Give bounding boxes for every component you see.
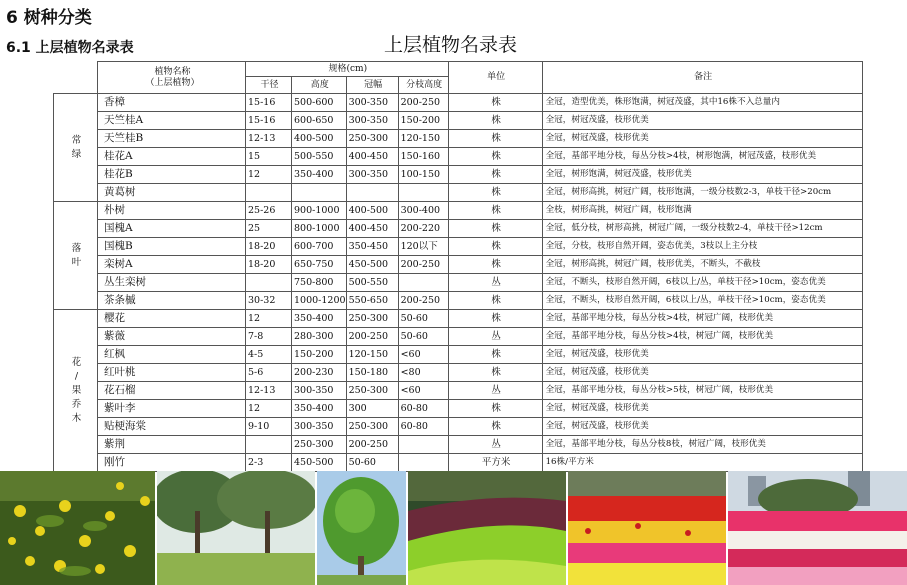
plant-name: 天竺桂A bbox=[98, 112, 246, 130]
branch-height-cell: <60 bbox=[398, 382, 448, 400]
note-cell: 16株/平方米 bbox=[542, 454, 862, 472]
crown-cell: 450-500 bbox=[346, 256, 398, 274]
table-row bbox=[54, 292, 863, 310]
table-row bbox=[54, 202, 863, 220]
branch-height-cell bbox=[398, 454, 448, 472]
unit-cell: 株 bbox=[448, 202, 542, 220]
height-cell: 300-350 bbox=[292, 418, 347, 436]
branch-height-cell: 100-150 bbox=[398, 166, 448, 184]
crown-cell: 400-500 bbox=[346, 202, 398, 220]
diameter-cell: 25 bbox=[246, 220, 292, 238]
note-cell: 全冠，低分枝，树形高挑，树冠广阔，一级分枝数2-4，单枝干径>12cm bbox=[542, 220, 862, 238]
diameter-cell: 18-20 bbox=[246, 256, 292, 274]
height-cell: 280-300 bbox=[292, 328, 347, 346]
diameter-cell: 4-5 bbox=[246, 346, 292, 364]
diameter-cell bbox=[246, 184, 292, 202]
height-cell: 800-1000 bbox=[292, 220, 347, 238]
branch-height-cell: 60-80 bbox=[398, 418, 448, 436]
note-cell: 全冠，不断头，枝形自然开阔，6枝以上/丛，单枝干径>10cm，姿态优美 bbox=[542, 274, 862, 292]
header-unit: 单位 bbox=[448, 62, 542, 94]
crown-cell: 150-180 bbox=[346, 364, 398, 382]
plant-name: 刚竹 bbox=[98, 454, 246, 472]
unit-cell: 株 bbox=[448, 184, 542, 202]
crown-cell: 300-350 bbox=[346, 112, 398, 130]
table-row bbox=[54, 418, 863, 436]
branch-height-cell: 50-60 bbox=[398, 310, 448, 328]
crown-cell: 250-300 bbox=[346, 382, 398, 400]
height-cell: 350-400 bbox=[292, 400, 347, 418]
header-row bbox=[54, 62, 863, 77]
note-cell: 全冠，分枝，枝形自然开阔，姿态优美，3枝以上主分枝 bbox=[542, 238, 862, 256]
group-label-char: 常 bbox=[71, 134, 82, 146]
branch-height-cell bbox=[398, 184, 448, 202]
branch-height-cell: 60-80 bbox=[398, 400, 448, 418]
branch-height-cell bbox=[398, 436, 448, 454]
crown-cell: 300 bbox=[346, 400, 398, 418]
branch-height-cell: 150-160 bbox=[398, 148, 448, 166]
branch-height-cell: 200-220 bbox=[398, 220, 448, 238]
height-cell: 1000-1200 bbox=[292, 292, 347, 310]
unit-cell: 株 bbox=[448, 130, 542, 148]
crown-cell: 120-150 bbox=[346, 346, 398, 364]
diameter-cell: 12 bbox=[246, 400, 292, 418]
note-cell: 全冠，树冠茂盛，枝形优美 bbox=[542, 346, 862, 364]
unit-cell: 株 bbox=[448, 256, 542, 274]
table-row bbox=[54, 436, 863, 454]
branch-height-cell: 120以下 bbox=[398, 238, 448, 256]
table-row bbox=[54, 274, 863, 292]
height-cell: 300-350 bbox=[292, 382, 347, 400]
diameter-cell: 7-8 bbox=[246, 328, 292, 346]
crown-cell: 250-300 bbox=[346, 130, 398, 148]
branch-height-cell bbox=[398, 274, 448, 292]
note-cell: 全冠，基部平地分枝，每丛分枝>5枝，树冠广阔，枝形优美 bbox=[542, 382, 862, 400]
table-row bbox=[54, 184, 863, 202]
note-cell: 全冠，基部平地分枝，每丛分枝>4枝，树冠广阔，枝形优美 bbox=[542, 310, 862, 328]
group-label-char: 乔 bbox=[71, 398, 82, 410]
height-cell: 350-400 bbox=[292, 166, 347, 184]
plant-name: 红枫 bbox=[98, 346, 246, 364]
crown-cell: 400-450 bbox=[346, 148, 398, 166]
group-label bbox=[54, 310, 98, 472]
note-cell: 全冠，树冠茂盛，枝形优美 bbox=[542, 130, 862, 148]
unit-cell: 株 bbox=[448, 166, 542, 184]
unit-cell: 株 bbox=[448, 148, 542, 166]
group-label-char: 果 bbox=[71, 384, 82, 396]
plant-name: 国槐A bbox=[98, 220, 246, 238]
header-name: 植物名称 bbox=[154, 66, 191, 77]
group-label-char: / bbox=[74, 370, 79, 382]
unit-cell: 丛 bbox=[448, 382, 542, 400]
unit-cell: 株 bbox=[448, 400, 542, 418]
diameter-cell bbox=[246, 274, 292, 292]
plant-name: 贴梗海棠 bbox=[98, 418, 246, 436]
note-cell: 全冠，基部平地分枝，每丛分枝8枝，树冠广阔，枝形优美 bbox=[542, 436, 862, 454]
crown-cell: 50-60 bbox=[346, 454, 398, 472]
crown-cell: 300-350 bbox=[346, 94, 398, 112]
plant-name: 桂花A bbox=[98, 148, 246, 166]
diameter-cell: 18-20 bbox=[246, 238, 292, 256]
crown-cell: 350-450 bbox=[346, 238, 398, 256]
table-row bbox=[54, 346, 863, 364]
plant-name: 栾树A bbox=[98, 256, 246, 274]
photo-park-trees bbox=[157, 471, 315, 585]
crown-cell: 300-350 bbox=[346, 166, 398, 184]
plant-name: 香樟 bbox=[98, 94, 246, 112]
diameter-cell: 12 bbox=[246, 166, 292, 184]
plant-name: 国槐B bbox=[98, 238, 246, 256]
table-row bbox=[54, 364, 863, 382]
crown-cell: 250-300 bbox=[346, 310, 398, 328]
note-cell: 全枝，树形高挑，树冠广阔，枝形饱满 bbox=[542, 202, 862, 220]
branch-height-cell: 300-400 bbox=[398, 202, 448, 220]
height-cell: 350-400 bbox=[292, 310, 347, 328]
height-cell: 900-1000 bbox=[292, 202, 347, 220]
height-cell: 500-550 bbox=[292, 148, 347, 166]
group-label-char: 花 bbox=[71, 356, 82, 368]
note-cell: 全冠，基部平地分枝，每丛分枝>4枝，树形饱满，树冠茂盛，枝形优美 bbox=[542, 148, 862, 166]
unit-cell: 株 bbox=[448, 220, 542, 238]
unit-cell: 株 bbox=[448, 238, 542, 256]
diameter-cell: 12 bbox=[246, 310, 292, 328]
branch-height-cell: 200-250 bbox=[398, 292, 448, 310]
unit-cell: 株 bbox=[448, 94, 542, 112]
diameter-cell: 9-10 bbox=[246, 418, 292, 436]
plant-name: 樱花 bbox=[98, 310, 246, 328]
header-branch: 分枝高度 bbox=[398, 77, 448, 94]
note-cell: 全冠，不断头，枝形自然开阔，6枝以上/丛，单枝干径>10cm，姿态优美 bbox=[542, 292, 862, 310]
header-crown: 冠幅 bbox=[346, 77, 398, 94]
height-cell: 650-750 bbox=[292, 256, 347, 274]
branch-height-cell: <80 bbox=[398, 364, 448, 382]
group-label-char: 木 bbox=[71, 412, 82, 424]
note-cell: 全冠，树形高挑，树冠广阔，枝形优美，不断头，不截枝 bbox=[542, 256, 862, 274]
header-name-sub: （上层植物） bbox=[145, 77, 200, 88]
table-row bbox=[54, 400, 863, 418]
note-cell: 全冠，基部平地分枝，每丛分枝>4枝，树冠广阔，枝形优美 bbox=[542, 328, 862, 346]
unit-cell: 株 bbox=[448, 346, 542, 364]
unit-cell: 丛 bbox=[448, 328, 542, 346]
crown-cell: 250-300 bbox=[346, 418, 398, 436]
unit-cell: 丛 bbox=[448, 274, 542, 292]
height-cell: 450-500 bbox=[292, 454, 347, 472]
note-cell: 全冠，树形高挑，树冠广阔，枝形饱满，一级分枝数2-3，单枝干径>20cm bbox=[542, 184, 862, 202]
note-cell: 全冠，树冠茂盛，枝形优美 bbox=[542, 400, 862, 418]
header-spec: 规格(cm) bbox=[246, 62, 449, 77]
plant-name: 天竺桂B bbox=[98, 130, 246, 148]
group-label-char: 落 bbox=[71, 242, 82, 254]
height-cell: 150-200 bbox=[292, 346, 347, 364]
table-row bbox=[54, 94, 863, 112]
table-row bbox=[54, 328, 863, 346]
note-cell: 全冠，造型优美，株形饱满，树冠茂盛，其中16株不入总量内 bbox=[542, 94, 862, 112]
height-cell: 400-500 bbox=[292, 130, 347, 148]
diameter-cell: 15-16 bbox=[246, 112, 292, 130]
branch-height-cell: 120-150 bbox=[398, 130, 448, 148]
plant-name: 桂花B bbox=[98, 166, 246, 184]
note-cell: 全冠，树冠茂盛，枝形优美 bbox=[542, 418, 862, 436]
unit-cell: 丛 bbox=[448, 436, 542, 454]
unit-cell: 株 bbox=[448, 310, 542, 328]
photo-tulips-red bbox=[568, 471, 726, 585]
branch-height-cell: <60 bbox=[398, 346, 448, 364]
group-label bbox=[54, 202, 98, 310]
height-cell bbox=[292, 184, 347, 202]
plant-name: 紫薇 bbox=[98, 328, 246, 346]
table-row bbox=[54, 454, 863, 472]
table-title: 上层植物名录表 bbox=[384, 34, 518, 56]
diameter-cell: 15 bbox=[246, 148, 292, 166]
table-row bbox=[54, 166, 863, 184]
crown-cell: 550-650 bbox=[346, 292, 398, 310]
table-row bbox=[54, 130, 863, 148]
crown-cell: 200-250 bbox=[346, 328, 398, 346]
diameter-cell: 30-32 bbox=[246, 292, 292, 310]
group-label bbox=[54, 94, 98, 202]
photo-single-tree bbox=[317, 471, 406, 585]
plant-name: 花石榴 bbox=[98, 382, 246, 400]
diameter-cell: 5-6 bbox=[246, 364, 292, 382]
photo-tulips-pink bbox=[728, 471, 907, 585]
header-name-cell bbox=[98, 62, 246, 94]
unit-cell: 株 bbox=[448, 112, 542, 130]
height-cell: 500-600 bbox=[292, 94, 347, 112]
diameter-cell bbox=[246, 436, 292, 454]
height-cell: 600-700 bbox=[292, 238, 347, 256]
crown-cell: 400-450 bbox=[346, 220, 398, 238]
header-height: 高度 bbox=[292, 77, 347, 94]
plant-list-table bbox=[53, 61, 863, 472]
photo-strip bbox=[0, 471, 907, 585]
subsection-heading: 6.1 上层植物名录表 bbox=[6, 40, 134, 56]
table-row bbox=[54, 220, 863, 238]
plant-name: 红叶桃 bbox=[98, 364, 246, 382]
photo-yellow-flowers bbox=[0, 471, 155, 585]
unit-cell: 平方米 bbox=[448, 454, 542, 472]
height-cell: 250-300 bbox=[292, 436, 347, 454]
note-cell: 全冠，树冠茂盛，枝形优美 bbox=[542, 364, 862, 382]
branch-height-cell: 50-60 bbox=[398, 328, 448, 346]
height-cell: 750-800 bbox=[292, 274, 347, 292]
branch-height-cell: 200-250 bbox=[398, 256, 448, 274]
unit-cell: 株 bbox=[448, 418, 542, 436]
branch-height-cell: 200-250 bbox=[398, 94, 448, 112]
crown-cell: 500-550 bbox=[346, 274, 398, 292]
table-row bbox=[54, 112, 863, 130]
header-dia: 干径 bbox=[246, 77, 292, 94]
diameter-cell: 25-26 bbox=[246, 202, 292, 220]
table-row bbox=[54, 382, 863, 400]
note-cell: 全冠，树冠茂盛，枝形优美 bbox=[542, 112, 862, 130]
branch-height-cell: 150-200 bbox=[398, 112, 448, 130]
diameter-cell: 12-13 bbox=[246, 130, 292, 148]
table-row bbox=[54, 148, 863, 166]
plant-name: 茶条槭 bbox=[98, 292, 246, 310]
plant-name: 紫荆 bbox=[98, 436, 246, 454]
crown-cell: 200-250 bbox=[346, 436, 398, 454]
table-row bbox=[54, 238, 863, 256]
plant-name: 丛生栾树 bbox=[98, 274, 246, 292]
diameter-cell: 12-13 bbox=[246, 382, 292, 400]
diameter-cell: 15-16 bbox=[246, 94, 292, 112]
header-note: 备注 bbox=[542, 62, 862, 94]
group-label-char: 叶 bbox=[71, 256, 82, 268]
plant-name: 紫叶李 bbox=[98, 400, 246, 418]
height-cell: 600-650 bbox=[292, 112, 347, 130]
diameter-cell: 2-3 bbox=[246, 454, 292, 472]
height-cell: 200-230 bbox=[292, 364, 347, 382]
table-row bbox=[54, 256, 863, 274]
photo-flower-bed bbox=[408, 471, 566, 585]
table-row bbox=[54, 310, 863, 328]
unit-cell: 株 bbox=[448, 292, 542, 310]
note-cell: 全冠，树形饱满，树冠茂盛，枝形优美 bbox=[542, 166, 862, 184]
section-heading: 6 树种分类 bbox=[6, 8, 92, 28]
plant-name: 黄葛树 bbox=[98, 184, 246, 202]
crown-cell bbox=[346, 184, 398, 202]
unit-cell: 株 bbox=[448, 364, 542, 382]
plant-name: 朴树 bbox=[98, 202, 246, 220]
group-label-char: 绿 bbox=[71, 148, 82, 160]
